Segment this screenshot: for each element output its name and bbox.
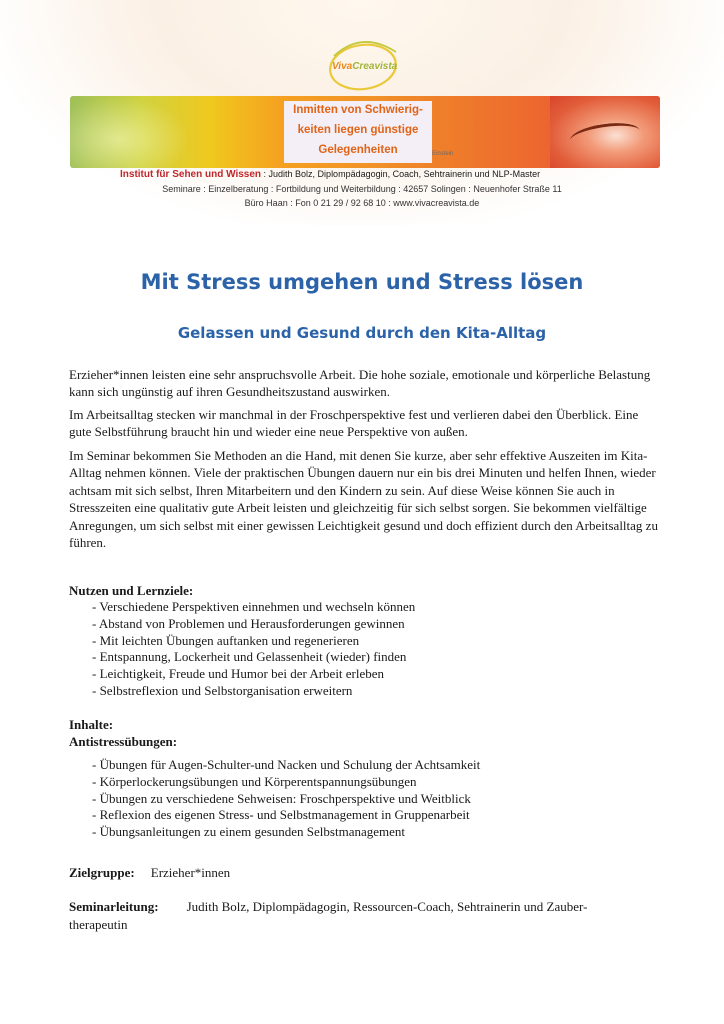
list-item: - Abstand von Problemen und Herausforderungen gewinnen: [92, 615, 405, 631]
target-group: Zielgruppe: Erzieher*innen: [69, 865, 231, 880]
list-item: - Mit leichten Übungen auftanken und regenerieren: [92, 632, 360, 648]
quote-credit: Einstein: [432, 151, 454, 157]
quote-line-3: Gelegenheiten: [318, 144, 398, 156]
list-item: - Übungen für Augen-Schulter-und Nacken und Schulung der Achtsamkeit: [92, 757, 481, 772]
institute-contact: Büro Haan : Fon 0 21 29 / 92 68 10 : www.vivacreavista.de: [244, 198, 480, 208]
page-title: Mit Stress umgehen und Stress lösen: [140, 270, 584, 294]
target-group-value: Erzieher*innen: [150, 865, 231, 880]
intro-paragraph-3: Im Seminar bekommen Sie Methoden an die Hand, mit denen Sie kurze, aber sehr effektive Auszeiten im Kita-Alltag nehmen können. Viele der praktischen Übungen dauern nur ein bis drei Minuten und helfen Ihnen, wieder achtsam mit sich selbst, Ihren Mitarbeitern und den Kindern zu sein. Auf diese Weise können Sie auch in Stresszeiten eine qualitativ gute Arbeit leisten und gleichzeitig für sich selbst sorgen. Sie bekommen vielfältige Anregungen, um sich selbst mit einer gewissen Leichtigkeit gesund und doch effizient durch den Arbeitsalltag zu führen.: [69, 448, 658, 551]
eye-image: [550, 96, 660, 168]
list-item: - Verschiedene Perspektiven einnehmen und wechseln können: [92, 599, 416, 614]
list-item: - Leichtigkeit, Freude und Humor bei der Arbeit erleben: [92, 666, 385, 682]
seminar-lead-value: Judith Bolz, Diplompädagogin, Ressourcen-Coach, Sehtrainerin und Zauber-: [186, 899, 588, 914]
seminar-lead: Seminarleitung: Judith Bolz, Diplompädagogin, Ressourcen-Coach, Sehtrainerin und Zauber- therapeutin: [69, 899, 588, 932]
quote-line-1: Inmitten von Schwierig-: [293, 104, 423, 116]
logo-wordmark: VivaCreavista: [332, 61, 398, 72]
intro-paragraph-2: Im Arbeitsalltag stecken wir manchmal in der Froschperspektive fest und verlieren dabei den Überblick. Eine gute Selbstführung braucht hin und wieder eine neue Perspektive von außen.: [69, 407, 639, 440]
quote-line-2: keiten liegen günstige: [297, 124, 419, 136]
list-item: - Selbstreflexion und Selbstorganisation erweitern: [92, 682, 353, 698]
list-item: - Übungsanleitungen zu einem gesunden Selbstmanagement: [92, 824, 406, 840]
page-subtitle: Gelassen und Gesund durch den Kita-Alltag: [177, 324, 547, 342]
institute-line: Institut für Sehen und Wissen : Judith Bolz, Diplompädagogin, Coach, Sehtrainerin und NLP-Master: [120, 169, 541, 180]
benefits-heading: Nutzen und Lernziele:: [69, 583, 194, 598]
seminar-lead-label: Seminarleitung: [69, 899, 155, 914]
benefits-list: [69, 599, 415, 700]
institute-services: Seminare : Einzelberatung : Fortbildung und Weiterbildung : 42657 Solingen : Neuenhofer Straße 11: [162, 184, 562, 194]
contents-subheading: Antistressübungen:: [69, 734, 178, 749]
leaf-image: [70, 96, 190, 168]
list-item: - Reflexion des eigenen Stress- und Selbstmanagement in Gruppenarbeit: [92, 807, 470, 823]
letterhead-banner: [0, 0, 724, 225]
list-item: - Körperlockerungsübungen und Körperentspannungsübungen: [92, 773, 417, 789]
target-group-label: Zielgruppe: [69, 865, 131, 880]
list-item: - Übungen zu verschiedene Sehweisen: Froschperspektive und Weitblick: [92, 790, 471, 806]
contents-list: [69, 757, 480, 841]
contents-heading: Inhalte:: [69, 717, 114, 732]
seminar-lead-value-cont: therapeutin: [69, 917, 128, 932]
intro-paragraph-1: Erzieher*innen leisten eine sehr anspruchsvolle Arbeit. Die hohe soziale, emotionale und körperliche Belastung kann sich ungünstig auf ihren Gesundheitszustand auswirken.: [69, 367, 651, 400]
list-item: - Entspannung, Lockerheit und Gelassenheit (wieder) finden: [92, 649, 407, 665]
